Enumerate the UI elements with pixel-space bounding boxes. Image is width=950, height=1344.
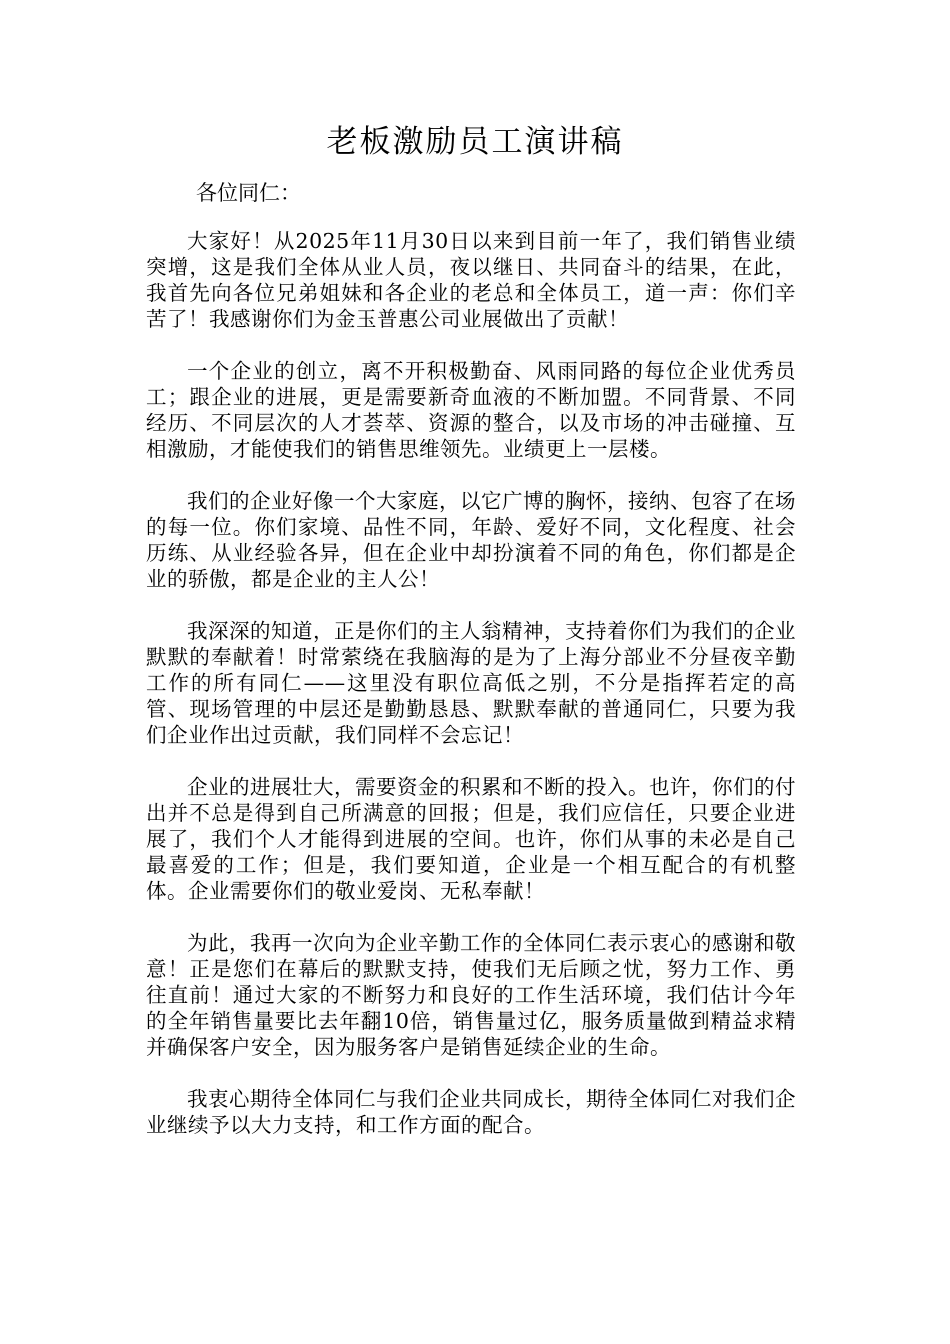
- speech-body: [146, 228, 796, 1164]
- paragraph-4: 我深深的知道，正是你们的主人翁精神，支持着你们为我们的企业默默的奉献着！时常萦绕在我脑海的是为了上海分部业不分昼夜辛勤工作的所有同仁——这里没有职位高低之别，不分是指挥若定的高管、现场管理的中层还是勤勤恳恳、默默奉献的普通同仁，只要为我们企业作出过贡献，我们同样不会忘记！: [146, 619, 796, 747]
- salutation: 各位同仁：: [196, 181, 301, 205]
- paragraph-1: 大家好！从2025年11月30日以来到目前一年了，我们销售业绩突增，这是我们全体从业人员，夜以继日、共同奋斗的结果，在此，我首先向各位兄弟姐妹和各企业的老总和全体员工，道一声：你们辛苦了！我感谢你们为金玉普惠公司业展做出了贡献！: [146, 229, 796, 331]
- paragraph-7: 我衷心期待全体同仁与我们企业共同成长，期待全体同仁对我们企业继续予以大力支持，和工作方面的配合。: [146, 1087, 796, 1137]
- paragraph-3: 我们的企业好像一个大家庭，以它广博的胸怀，接纳、包容了在场的每一位。你们家境、品性不同，年龄、爱好不同，文化程度、社会历练、从业经验各异，但在企业中却扮演着不同的角色，你们都是企业的骄傲，都是企业的主人公！: [146, 489, 796, 591]
- paragraph-6: 为此，我再一次向为企业辛勤工作的全体同仁表示衷心的感谢和敬意！正是您们在幕后的默默支持，使我们无后顾之忧，努力工作、勇往直前！通过大家的不断努力和良好的工作生活环境，我们估计今年的全年销售量要比去年翻10倍，销售量过亿，服务质量做到精益求精并确保客户安全，因为服务客户是销售延续企业的生命。: [146, 931, 796, 1059]
- paragraph-5: 企业的进展壮大，需要资金的积累和不断的投入。也许，你们的付出并不总是得到自己所满意的回报；但是，我们应信任，只要企业进展了，我们个人才能得到进展的空间。也许，你们从事的未必是自己最喜爱的工作；但是，我们要知道，企业是一个相互配合的有机整体。企业需要你们的敬业爱岗、无私奉献！: [146, 775, 796, 903]
- document-title: 老板激励员工演讲稿: [326, 124, 624, 160]
- paragraph-2: 一个企业的创立，离不开积极勤奋、风雨同路的每位企业优秀员工；跟企业的进展，更是需要新奇血液的不断加盟。不同背景、不同经历、不同层次的人才荟萃、资源的整合，以及市场的冲击碰撞、互相激励，才能使我们的销售思维领先。业绩更上一层楼。: [146, 359, 796, 461]
